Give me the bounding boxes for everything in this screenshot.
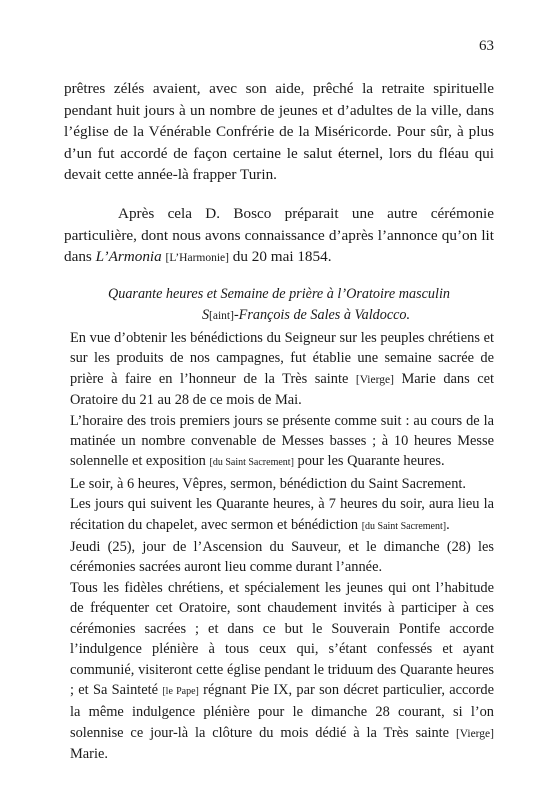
notice-paragraph-2: L’horaire des trois premiers jours se présente comme suit : au cours de la matinée un nombre convenable de Messes basses ; à 10 heures Messe solennelle et exposition [du Saint Sacrement] pour les Quarante heures. (70, 412, 494, 470)
bracket-saint-sacrement: [du Saint Sacrement] (209, 457, 294, 469)
page-number: 63 (479, 38, 494, 54)
notice-paragraph-1: En vue d’obtenir les bénédictions du Seigneur sur les peuples chrétiens et sur les produits de nos campagnes, fut établie une semaine sacrée de prière à faire en l’honneur de la Très sainte [Vierge] Marie dans cet Oratoire du 21 au 28 de ce mois de Mai. (70, 330, 494, 409)
para2-text-before: Après cela D. Bosco préparait une autre cérémonie particulière, dont nous avons connaissance d’après l’annonce qu’on lit dans (64, 205, 494, 265)
notice-paragraph-3: Le soir, à 6 heures, Vêpres, sermon, bénédiction du Saint Sacrement. (70, 475, 466, 492)
journal-translation: [L’Harmonie] (165, 252, 229, 264)
heading-line1: Quarante heures et Semaine de prière à l’Oratoire masculin (107, 286, 450, 302)
journal-title: L’Armonia (95, 248, 162, 265)
bracket-vierge-2: [Vierge] (455, 727, 494, 740)
notice-paragraph-5: Jeudi (25), jour de l’Ascension du Sauveur, et le dimanche (28) les cérémonies sacrées auront lieu comme durant l’année. (70, 539, 494, 576)
paragraph-ceremony-intro (64, 203, 494, 270)
bracket-le-pape: [le Pape] (162, 685, 199, 697)
paragraph-retreat: prêtres zélés avaient, avec son aide, prêché la retraite spirituelle pendant huit jours à un nombre de jeunes et d’adultes de la ville, dans l’église de la Vénérable Confrérie de la Miséricorde. Pour sûr, à plus d’un fut accordé de façon certaine le salut éternel, lors du fléau qui devait cette année-là frapper Turin. (64, 80, 494, 183)
section-heading (64, 284, 494, 327)
bracket-vierge: [Vierge] (355, 373, 394, 386)
heading-bracket: [aint] (209, 310, 234, 322)
heading-line2: S[aint]-François de Sales à Valdocco. (201, 307, 411, 323)
announcement-text (70, 328, 494, 765)
para2-text-after: du 20 mai 1854. (229, 248, 332, 265)
bracket-saint-sacrement-2: [du Saint Sacrement] (361, 520, 447, 532)
notice-paragraph-6: Tous les fidèles chrétiens, et spécialement les jeunes qui ont l’habitude de fréquenter cet Oratoire, sont chaudement invités à participer à ces cérémonies sacrées ; et dans ce but le Souverain Pontife accorde l’indulgence plénière à tous ceux qui, s’étant confessés et ayant communié, visiteront cette église pendant le triduum des Quarante heures ; et Sa Sainteté [le Pape] régnant Pie IX, par son décret particulier, accorde la même indulgence plénière pour le dimanche 28 courant, si l’on solennise ce jour-là la clôture du mois dédié à la Très sainte [Vierge] Marie. (70, 579, 494, 763)
notice-paragraph-4: Les jours qui suivent les Quarante heures, à 7 heures du soir, aura lieu la récitation du chapelet, avec sermon et bénédiction [du Saint Sacrement]. (70, 496, 494, 533)
